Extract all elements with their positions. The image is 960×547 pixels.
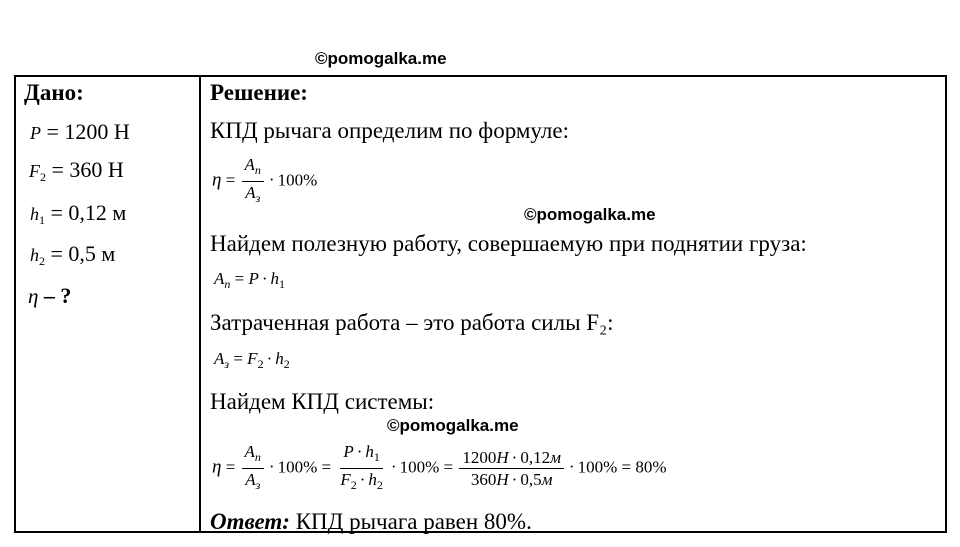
sub-useful: п: [254, 163, 261, 177]
formula-efficiency: η = $\frac{A_п}{A_з}$ · 100%: [212, 155, 317, 208]
sub-spent: з: [255, 191, 261, 205]
hundred-percent: 100%: [399, 457, 440, 477]
solution-line-1: КПД рычага определим по формуле:: [210, 118, 569, 143]
sub-one: 1: [279, 277, 286, 291]
solution-line-2: Найдем полезную работу, совершаемую при поднятии груза:: [210, 231, 807, 256]
p-value: = 1200 Н: [46, 119, 130, 144]
work-symbol: A: [245, 470, 256, 489]
height-symbol: h: [270, 269, 280, 288]
fraction: $\frac{1200Н \cdot 0,12м}{360Н \cdot 0,5м}$: [459, 448, 564, 489]
formula-useful-work: $A_п = P \cdot h_1$: [214, 269, 286, 291]
h2-symbol: h: [30, 245, 39, 265]
eta-question: – ?: [43, 283, 72, 308]
equals-sign: =: [225, 457, 236, 477]
number: 0,12: [520, 448, 551, 467]
sub-two: 2: [350, 478, 357, 492]
fraction: [242, 155, 264, 208]
equals-sign: =: [621, 457, 632, 477]
given-header: Дано:: [24, 80, 84, 105]
hundred-percent: 100%: [577, 457, 618, 477]
work-symbol: A: [214, 269, 225, 288]
weight-symbol: P: [343, 442, 354, 461]
height-symbol: h: [275, 349, 284, 368]
sub-one: 1: [373, 450, 380, 464]
watermark: ©pomogalka.me: [387, 416, 519, 435]
formula-final: η = $\frac{A_п}{A_з}$ · 100% = $\frac{P \cdot h_1}{F_2 \cdot h_2}$ · 100% = $\frac{1200Н \cdot 0,12м}{360Н \cdot 0,5м}$ · 100% = 80%: [212, 442, 667, 495]
given-p: [30, 119, 130, 145]
task-table: [14, 75, 947, 533]
equals-sign: =: [225, 170, 236, 190]
f2-value: = 360 Н: [51, 157, 124, 182]
unit: Н: [496, 448, 509, 467]
force-symbol: F: [340, 470, 351, 489]
given-h1: [30, 200, 126, 228]
result-value: 80%: [635, 457, 667, 477]
answer-text: КПД рычага равен 80%.: [295, 509, 532, 534]
f2-symbol: F: [29, 161, 40, 181]
work-symbol: A: [244, 442, 255, 461]
number: 0,5: [520, 470, 542, 489]
unit: Н: [496, 470, 509, 489]
given-h2: [30, 241, 115, 269]
answer: [210, 509, 532, 535]
h1-value: = 0,12 м: [50, 200, 127, 225]
solution-header: Решение:: [210, 80, 308, 105]
number: 360: [470, 470, 497, 489]
equals-sign: =: [234, 269, 245, 288]
weight-symbol: P: [248, 269, 259, 288]
height-symbol: h: [368, 470, 377, 489]
watermark: ©pomogalka.me: [524, 205, 656, 224]
sub-two: 2: [257, 357, 264, 371]
number: 1200: [462, 448, 497, 467]
f2-sub: 2: [40, 170, 46, 184]
height-symbol: h: [365, 442, 374, 461]
solution-line-4: Найдем КПД системы:: [210, 389, 435, 414]
equals-sign: =: [233, 349, 243, 368]
equals-sign: =: [443, 457, 454, 477]
unit: м: [541, 470, 553, 489]
sub-spent: з: [255, 478, 261, 492]
eta-symbol: η: [212, 456, 222, 478]
given-eta: [28, 283, 71, 309]
h2-value: = 0,5 м: [50, 241, 116, 266]
hundred-percent: 100%: [277, 170, 318, 190]
work-symbol: A: [245, 183, 256, 202]
solution-line-3: Затраченная работа – это работа силы F₂:: [210, 310, 614, 335]
sub-useful: п: [254, 450, 261, 464]
formula-spent-work: $A_з = F_2 \cdot h_2$: [214, 349, 290, 371]
hundred-percent: 100%: [277, 457, 318, 477]
sub-spent: з: [224, 357, 230, 371]
given-f2: [29, 157, 124, 185]
sub-two: 2: [283, 357, 290, 371]
column-divider: [199, 77, 201, 531]
fraction: [242, 442, 264, 495]
watermark: ©pomogalka.me: [315, 49, 447, 68]
unit: м: [550, 448, 561, 467]
equals-sign: =: [321, 457, 332, 477]
force-symbol: F: [247, 349, 258, 368]
sub-useful: п: [224, 277, 231, 291]
h2-sub: 2: [39, 254, 45, 268]
work-symbol: A: [214, 349, 225, 368]
eta-symbol: η: [28, 284, 39, 308]
fraction: $\frac{P \cdot h_1}{F_2 \cdot h_2}$: [340, 442, 383, 492]
answer-label: Ответ:: [210, 509, 290, 534]
h1-sub: 1: [39, 213, 45, 227]
p-symbol: P: [30, 123, 41, 143]
eta-symbol: η: [212, 169, 222, 191]
work-symbol: A: [244, 155, 255, 174]
sub-two: 2: [376, 478, 383, 492]
h1-symbol: h: [30, 204, 39, 224]
